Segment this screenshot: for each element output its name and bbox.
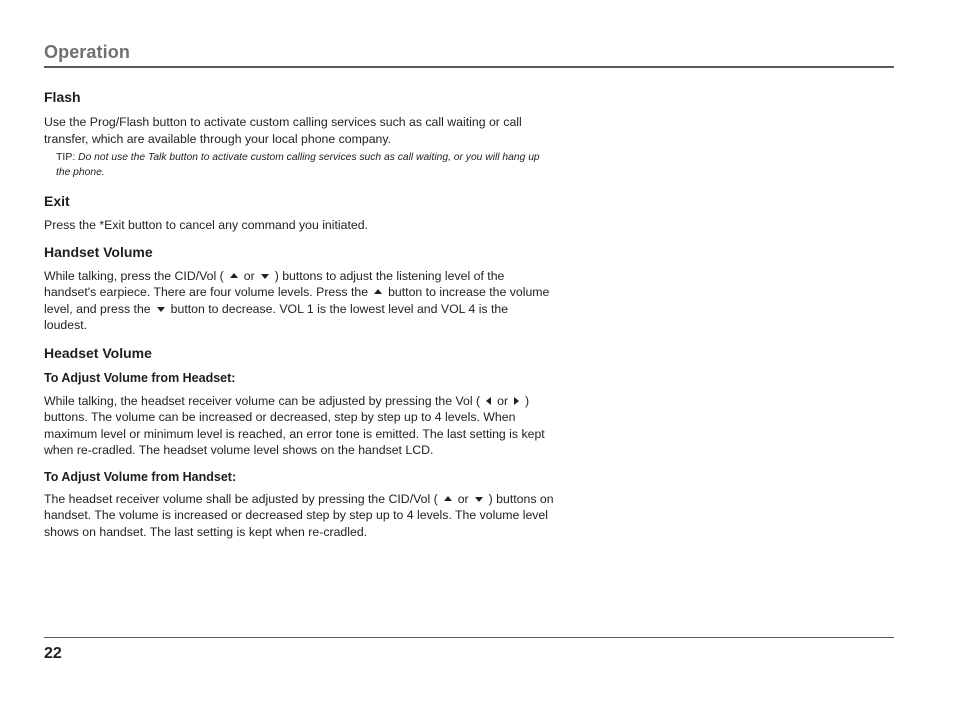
left-arrow-icon [486, 397, 491, 405]
down-arrow-icon [475, 497, 483, 502]
handset-volume-body: While talking, press the CID/Vol ( or ) buttons to adjust the listening level of the handset's earpiece. There are four volume levels. Press the button to increase the volume level, and press the button to decrease. VOL 1 is the lowest level and VOL 4 is the loudest. [44, 268, 550, 332]
footer-divider [44, 637, 894, 638]
headset-subheading: To Adjust Volume from Headset: [44, 370, 236, 385]
exit-heading: Exit [44, 193, 70, 209]
header-divider [44, 66, 894, 68]
handset-volume-heading: Handset Volume [44, 243, 153, 260]
down-arrow-icon [261, 274, 269, 279]
up-arrow-icon [374, 289, 382, 294]
headset-adjust-body: While talking, the headset receiver volume can be adjusted by pressing the Vol ( or ) buttons. The volume can be increased or decreased, step by step up to 4 levels. When maximum level or minimum level is reached, an error tone is emitted. The last setting is kept when re-cradled. The headset volume level shows on the handset LCD. [44, 393, 545, 457]
tip-text: Do not use the Talk button to activate custom calling services such as call waiting, or you will hang up the phone. [56, 152, 540, 178]
flash-body: Use the Prog/Flash button to activate custom calling services such as call waiting or call transfer, which are available through your local phone company. [44, 115, 522, 146]
handset-adjust-body: The headset receiver volume shall be adjusted by pressing the CID/Vol ( or ) buttons on handset. The volume is increased or decreased step by step up to 4 levels. The volume level shows on handset. The last setting is kept when re-cradled. [44, 491, 554, 539]
flash-heading: Flash [44, 89, 81, 105]
flash-tip [56, 150, 554, 180]
page-number: 22 [44, 645, 62, 662]
down-arrow-icon [157, 307, 165, 312]
page-section-title: Operation [44, 42, 130, 62]
main-content [44, 88, 554, 540]
tip-label: TIP: [56, 151, 76, 163]
up-arrow-icon [444, 496, 452, 501]
exit-body: Press the *Exit button to cancel any command you initiated. [44, 218, 368, 232]
headset-volume-heading: Headset Volume [44, 344, 152, 361]
handset-subheading: To Adjust Volume from Handset: [44, 469, 237, 484]
up-arrow-icon [230, 273, 238, 278]
right-arrow-icon [514, 397, 519, 405]
